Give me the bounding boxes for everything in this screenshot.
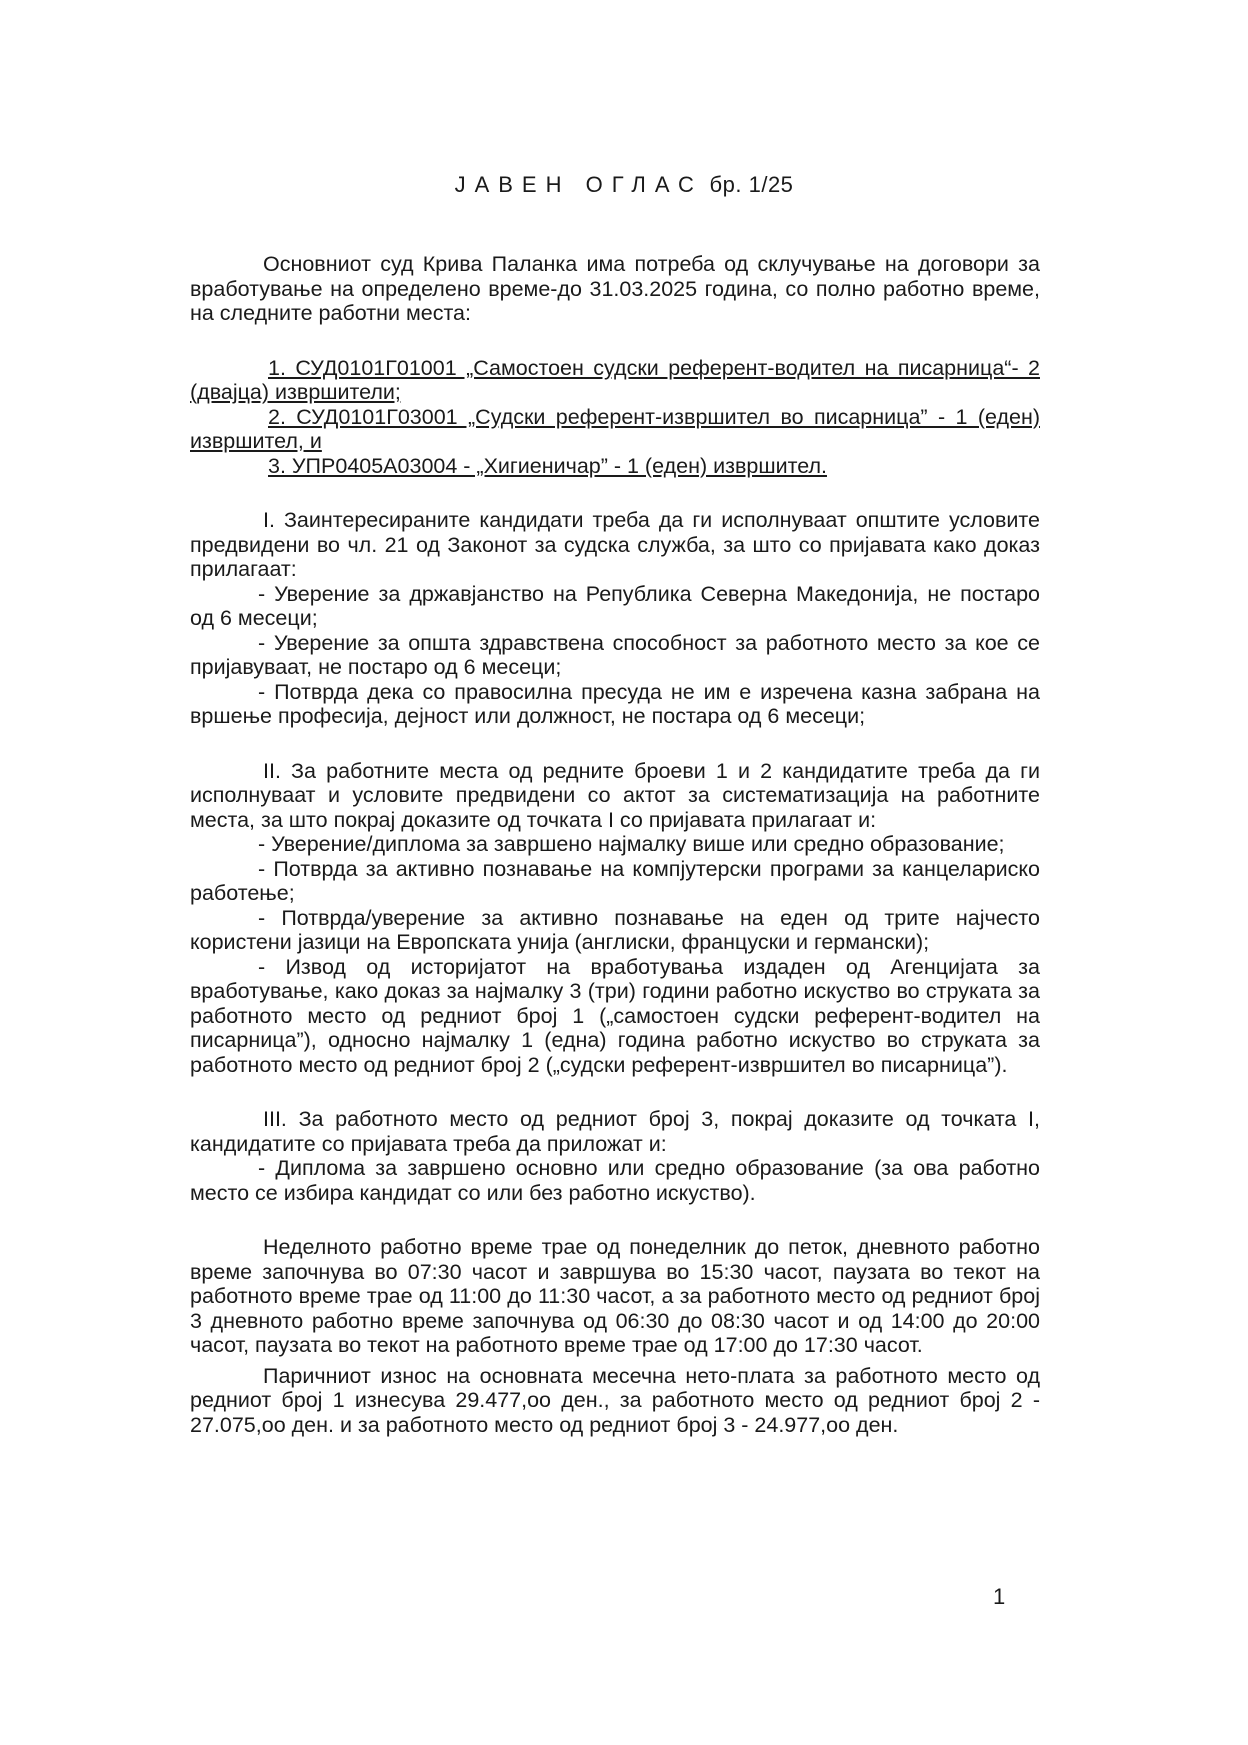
position-item-1: 1. СУД0101Г01001 „Самостоен судски референт-водител на писарница“- 2 (двајца) извршители; bbox=[190, 355, 1040, 404]
position-item-3: 3. УПР0405А03004 - „Хигиеничар” - 1 (еден) извршител. bbox=[268, 453, 827, 478]
section-2-item: - Потврда/уверение за активно познавање на еден од трите најчесто користени јазици на Европската унија (англиски, француски и германски); bbox=[190, 905, 1040, 954]
working-hours-paragraph: Неделното работно време трае од понеделник до петок, дневното работно време започнува во 07:30 часот и завршува во 15:30 часот, паузата во текот на работното време трае од 11:00 до 11:30 часот, а за работното место од редниот број 3 дневното работно време започнува од 06:30 до 08:30 часот и од 14:00 до 20:00 часот, паузата во текот на работното време трае од 17:00 до 17:30 часот. bbox=[190, 1235, 1040, 1357]
section-1-item: - Потврда дека со правосилна пресуда не им е изречена казна забрана на вршење професија, дејност или должност, не постара од 6 месеци; bbox=[190, 679, 1040, 728]
document-body bbox=[190, 252, 1040, 1437]
page-title bbox=[0, 173, 1248, 198]
section-1 bbox=[190, 508, 1040, 729]
section-3-item: - Диплома за завршено основно или средно образование (за ова работно место се избира кандидат со или без работно искуство). bbox=[190, 1156, 1040, 1205]
section-1-item: - Уверение за општа здравствена способност за работното место за кое се пријавуваат, не постаро од 6 месеци; bbox=[190, 630, 1040, 679]
intro-paragraph: Основниот суд Крива Паланка има потреба од склучување на договори за вработување на определено време-до 31.03.2025 година, со полно работно време, на следните работни места: bbox=[190, 252, 1040, 325]
section-3 bbox=[190, 1107, 1040, 1205]
page-number: 1 bbox=[993, 1584, 1006, 1609]
section-2-item: - Уверение/диплома за завршено најмалку више или средно образование; bbox=[258, 832, 1005, 856]
title-text: ЈАВЕН ОГЛАС bbox=[454, 172, 703, 197]
section-2 bbox=[190, 759, 1040, 1078]
position-item-2: 2. СУД0101Г03001 „Судски референт-извршител во писарница” - 1 (еден) извршител, и bbox=[190, 404, 1040, 453]
section-1-text: I. Заинтересираните кандидати треба да ги исполнуваат општите условите предвидени во чл. 21 од Законот за судска служба, за што со пријавата како доказ прилагаат: bbox=[190, 508, 1040, 581]
positions-list bbox=[190, 356, 1040, 479]
section-1-item: - Уверение за државјанство на Република Северна Македонија, не постаро од 6 месеци; bbox=[190, 581, 1040, 630]
section-2-text: II. За работните места од редните броеви 1 и 2 кандидатите треба да ги исполнуваат и условите предвидени со актот за систематизација на работните места, за што покрај доказите од точката I со пријавата прилагаат и: bbox=[190, 758, 1040, 832]
section-2-item: - Потврда за активно познавање на компјутерски програми за канцелариско работење; bbox=[190, 856, 1040, 905]
section-2-item: - Извод од историјатот на вработувања издаден од Агенцијата за вработување, како доказ за најмалку 3 (три) години работно искуство во струката за работното место од редниот број 1 („самостоен судски референт-водител на писарница”), односно најмалку 1 (една) година работно искуство во струката за работното место од редниот број 2 („судски референт-извршител во писарница”). bbox=[190, 954, 1040, 1077]
salary-paragraph: Паричниот износ на основната месечна нето-плата за работното место од редниот број 1 изнесува 29.477,оо ден., за работното место од редниот број 2 - 27.075,оо ден. и за работното место од редниот број 3 - 24.977,оо ден. bbox=[190, 1363, 1040, 1437]
title-number: бр. 1/25 bbox=[709, 172, 794, 197]
section-3-text: III. За работното место од редниот број 3, покрај доказите од точката I, кандидатите со пријавата треба да приложат и: bbox=[190, 1107, 1040, 1156]
